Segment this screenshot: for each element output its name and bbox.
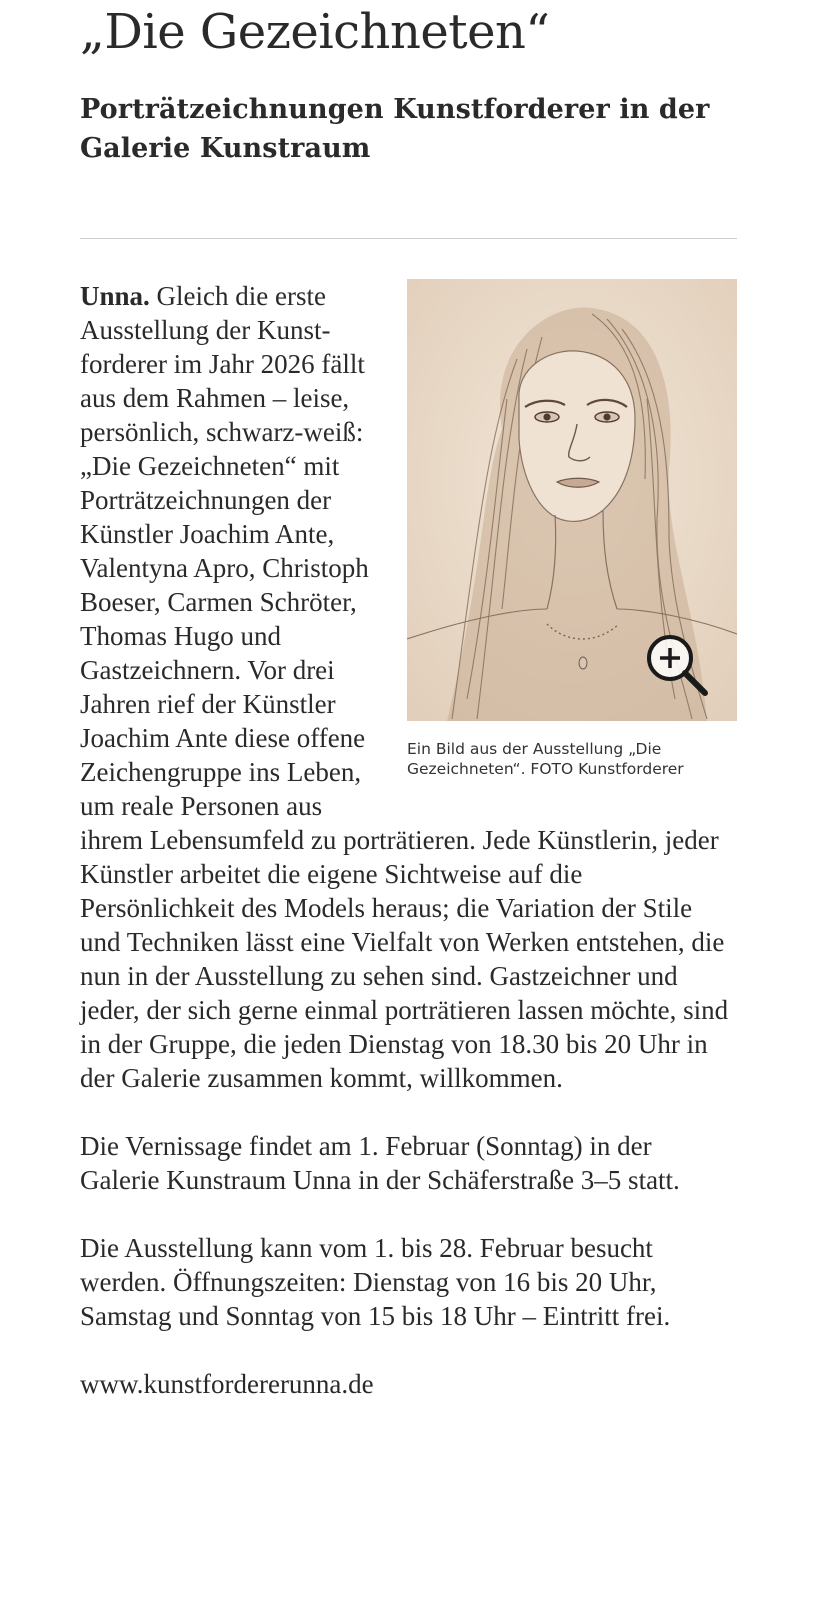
figure (407, 279, 737, 779)
article (80, 0, 737, 1435)
website-link[interactable]: www.kunstfordererunna.de (80, 1369, 374, 1399)
paragraph-1-text: Gleich die erste Ausstellung der Kunst-forderer im Jahr 2026 fällt aus dem Rahmen – leise, persönlich, schwarz-weiß: „Die Gezeichneten“ mit Porträtzeichnungen der Künstler Joachim Ante, Valentyna Apro, Christoph Boeser, Carmen Schröter, Thomas Hugo und Gastzeichnern. Vor drei Jahren rief der Künstler Joachim Ante diese offene Zeichengruppe ins Leben, um reale Personen aus ihrem Lebensumfeld zu porträtieren. Jede Künstlerin, jeder Künstler arbeitet die eigene Sichtweise auf die Persönlichkeit des Models heraus; die Variation der Stile und Techniken lässt eine Vielfalt von Werken entstehen, die nun in der Ausstellung zu sehen sind. Gastzeichner und jeder, der sich gerne einmal porträtieren lassen möchte, sind in der Gruppe, die jeden Dienstag von 18.30 bis 20 Uhr in der Galerie zusammen kommt, willkommen. (80, 281, 729, 1093)
paragraph-2: Die Vernissage findet am 1. Februar (Sonntag) in der Galerie Kunstraum Unna in der Schäferstraße 3–5 statt. (80, 1131, 680, 1195)
zoom-in-icon[interactable] (643, 631, 713, 701)
headline: „Die Gezeichneten“ (80, 4, 550, 60)
divider (80, 238, 737, 239)
website-paragraph (80, 1367, 737, 1401)
article-body (80, 279, 737, 1401)
image-caption: Ein Bild aus der Ausstellung „Die Gezeichneten“. FOTO Kunstforderer (407, 740, 684, 778)
portrait-image[interactable] (407, 279, 737, 721)
dateline: Unna. (80, 281, 150, 311)
subheadline: Porträtzeichnungen Kunstforderer in der Galerie Kunstraum (80, 94, 710, 164)
paragraph-3: Die Ausstellung kann vom 1. bis 28. Februar besucht werden. Öffnungszeiten: Dienstag von 16 bis 20 Uhr, Samstag und Sonntag von 15 bis 18 Uhr – Eintritt frei. (80, 1233, 671, 1331)
